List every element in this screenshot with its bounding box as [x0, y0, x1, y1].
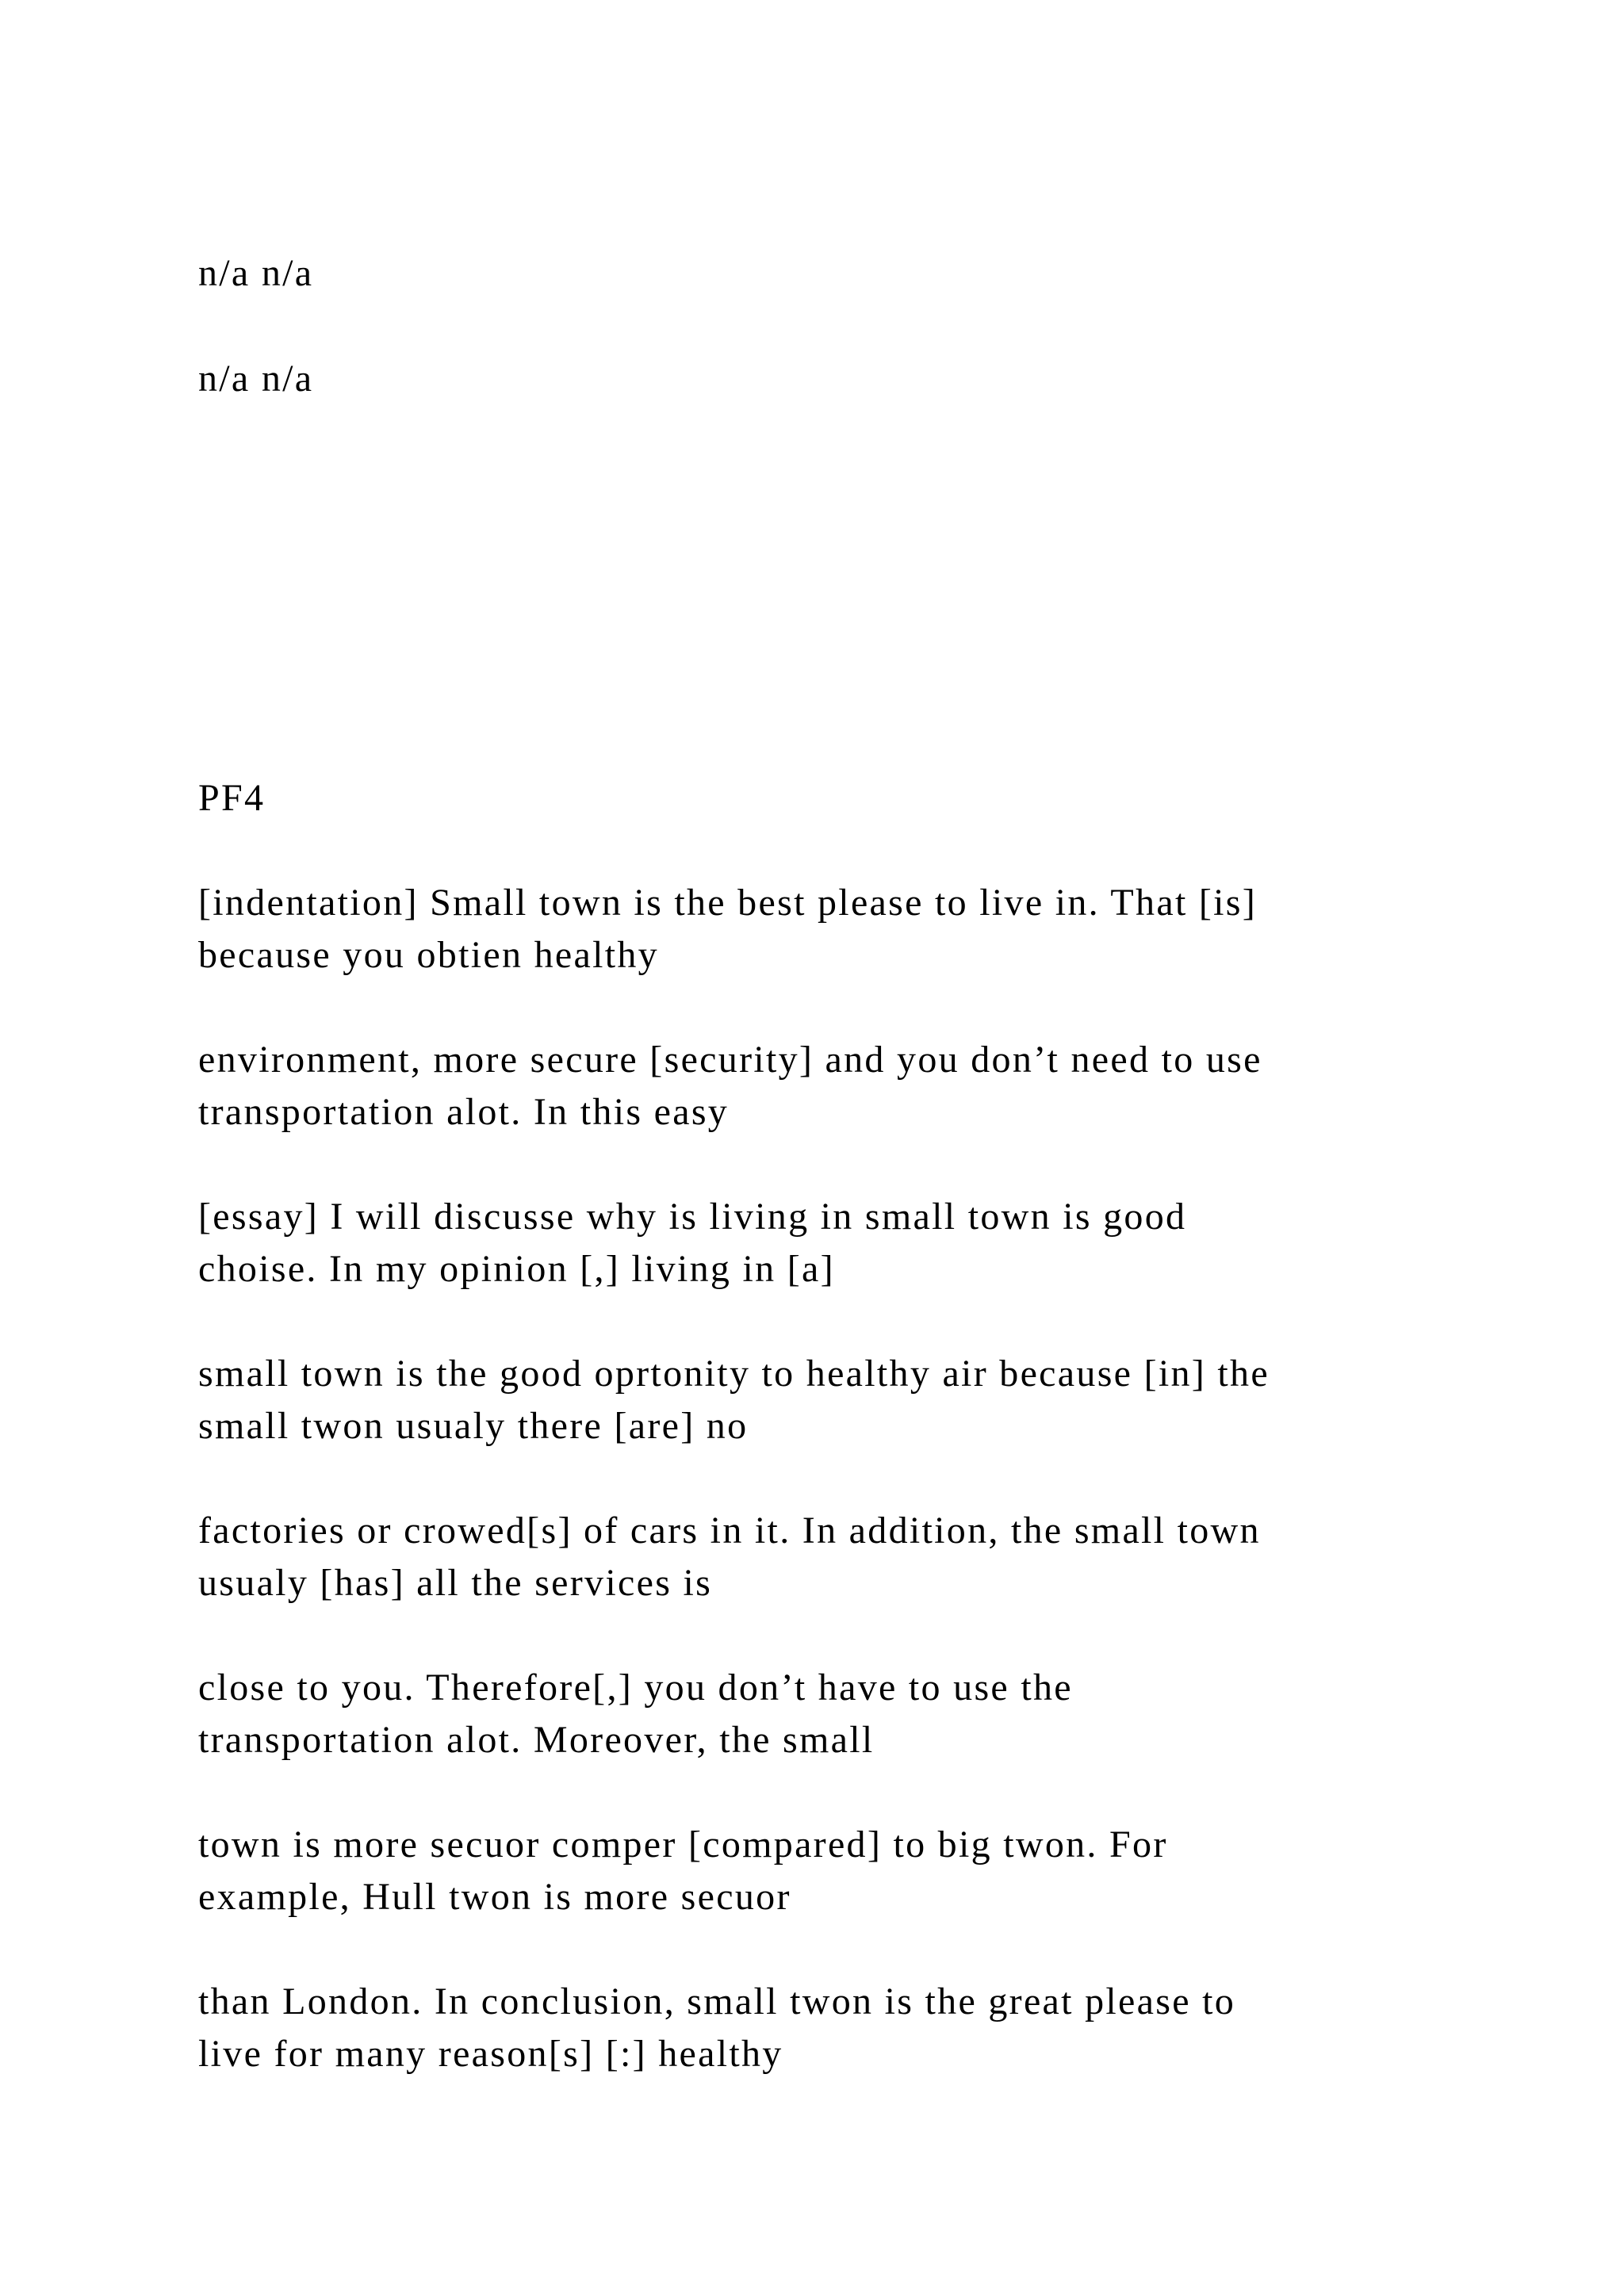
paragraph-line: town is more secuor comper [compared] to big twon. For [198, 1823, 1168, 1866]
paragraph-line: transportation alot. In this easy [198, 1091, 730, 1133]
essay-paragraph-1 [198, 877, 1257, 982]
essay-paragraph-2 [198, 1034, 1262, 1138]
paragraph-line: small twon usualy there [are] no [198, 1405, 749, 1447]
header-line-2: n/a n/a [198, 358, 314, 400]
paragraph-line: small town is the good oprtonity to healthy air because [in] the [198, 1353, 1270, 1395]
paragraph-line: example, Hull twon is more secuor [198, 1876, 791, 1918]
section-heading: PF4 [198, 777, 266, 819]
paragraph-line: than London. In conclusion, small twon is the great please to [198, 1980, 1236, 2022]
header-line-1: n/a n/a [198, 252, 314, 294]
essay-paragraph-4 [198, 1348, 1270, 1452]
paragraph-line: because you obtien healthy [198, 934, 659, 976]
essay-paragraph-7 [198, 1819, 1168, 1923]
paragraph-line: [indentation] Small town is the best please to live in. That [is] [198, 882, 1258, 924]
paragraph-line: [essay] I will discusse why is living in small town is good [198, 1196, 1187, 1238]
paragraph-line: environment, more secure [security] and you don’t need to use [198, 1039, 1262, 1081]
essay-paragraph-3 [198, 1191, 1186, 1295]
paragraph-line: usualy [has] all the services is [198, 1562, 713, 1604]
paragraph-line: factories or crowed[s] of cars in it. In addition, the small town [198, 1510, 1261, 1552]
essay-paragraph-5 [198, 1505, 1261, 1609]
paragraph-line: transportation alot. Moreover, the small [198, 1719, 875, 1761]
paragraph-line: choise. In my opinion [,] living in [a] [198, 1248, 835, 1290]
essay-paragraph-6 [198, 1662, 1073, 1766]
essay-paragraph-8 [198, 1976, 1235, 2080]
paragraph-line: close to you. Therefore[,] you don’t have to use the [198, 1667, 1073, 1709]
paragraph-line: live for many reason[s] [:] healthy [198, 2033, 783, 2075]
